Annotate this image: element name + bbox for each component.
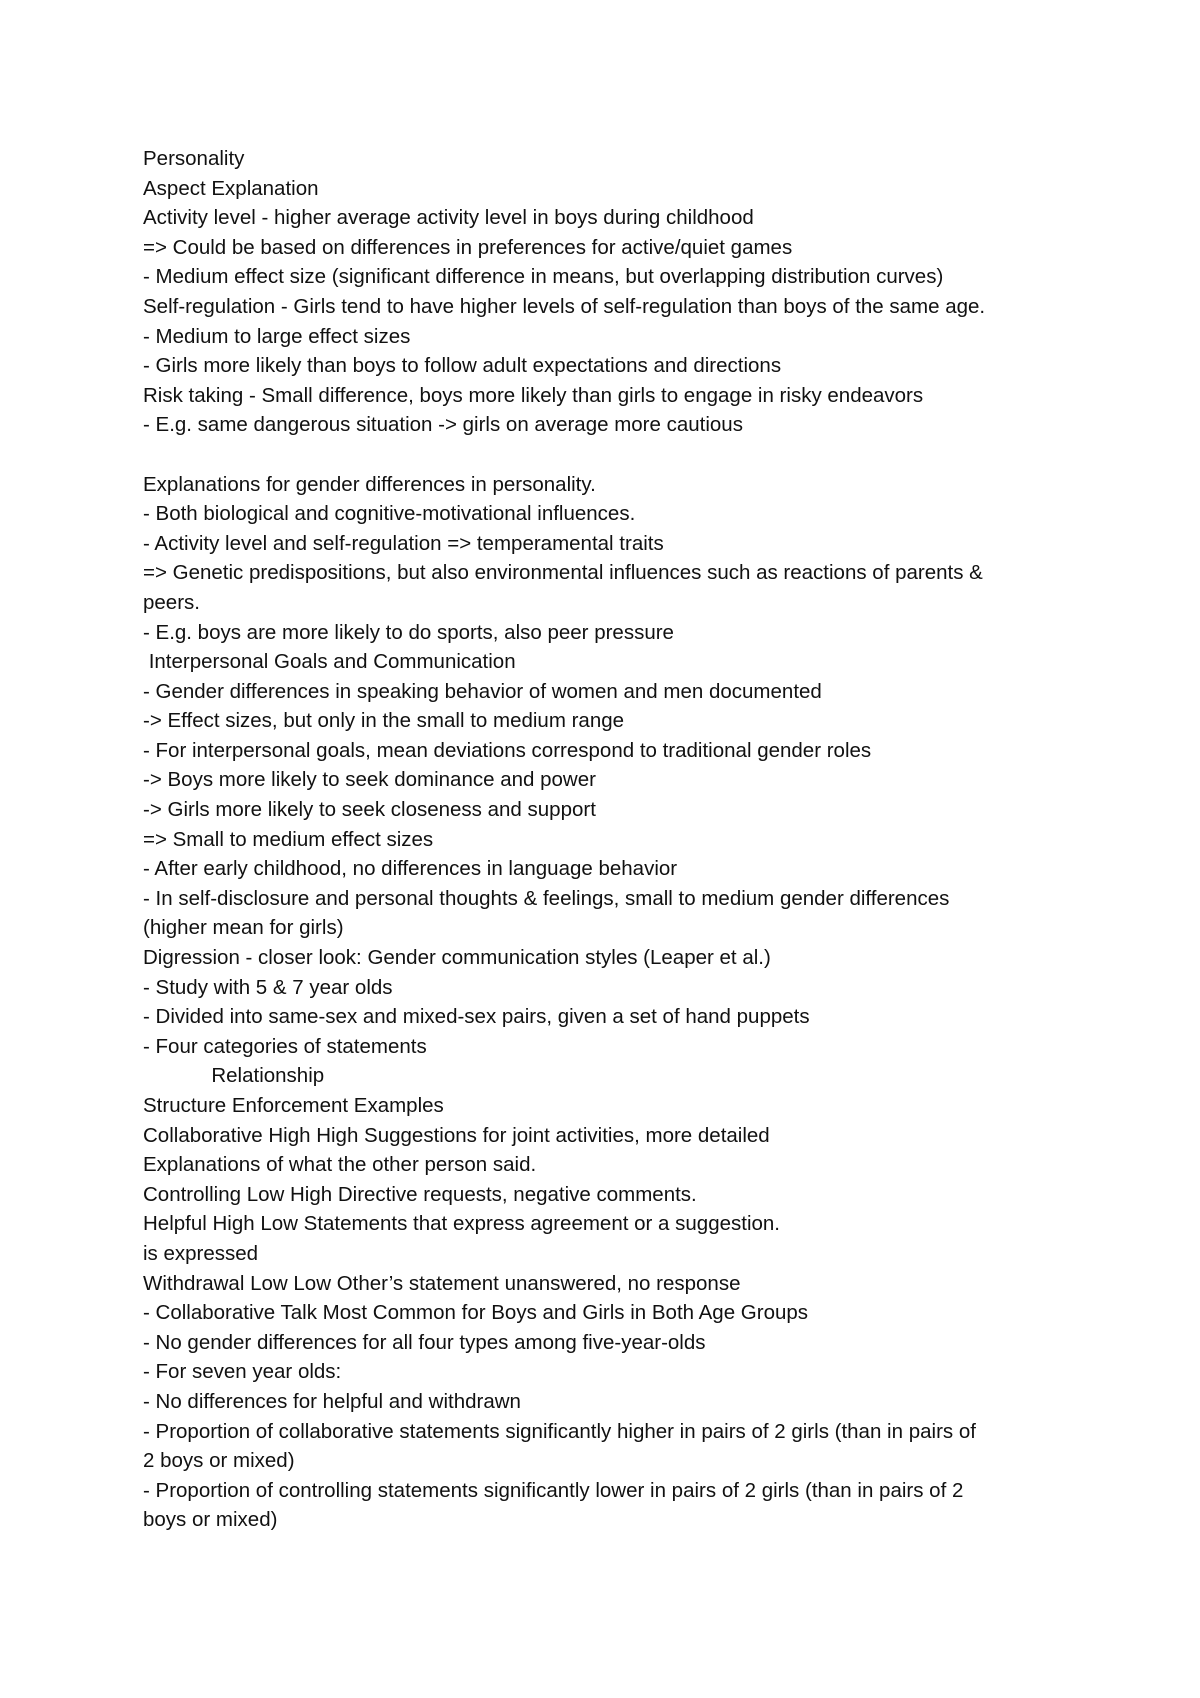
table-header: Structure Enforcement Examples [143, 1094, 444, 1117]
text-line: (higher mean for girls) [143, 916, 344, 940]
section-heading: Explanations for gender differences in personality. [143, 472, 596, 496]
text-line: - No gender differences for all four types among five-year-olds [143, 1330, 706, 1354]
text-line: Risk taking - Small difference, boys more likely than girls to engage in risky endeavors [143, 383, 924, 407]
text-line: -> Boys more likely to seek dominance and power [143, 768, 596, 792]
section-heading: Digression - closer look: Gender communication styles (Leaper et al.) [143, 946, 771, 970]
text-line: - Both biological and cognitive-motivational influences. [143, 502, 636, 526]
text-line: - Proportion of controlling statements significantly lower in pairs of 2 girls (than in pairs of 2 [143, 1478, 964, 1502]
text-line: peers. [143, 590, 200, 614]
text-line: - For interpersonal goals, mean deviations correspond to traditional gender roles [143, 738, 872, 762]
text-line: - E.g. boys are more likely to do sports, also peer pressure [143, 620, 674, 644]
document-text [143, 144, 1083, 1535]
text-line: - Activity level and self-regulation => temperamental traits [143, 531, 664, 555]
table-header: Relationship [143, 1064, 325, 1088]
text-line: - Girls more likely than boys to follow adult expectations and directions [143, 354, 782, 378]
text-line: - Study with 5 & 7 year olds [143, 975, 393, 999]
text-line: - For seven year olds: [143, 1360, 342, 1384]
text-line: - Medium to large effect sizes [143, 324, 411, 348]
table-header: Aspect Explanation [143, 176, 319, 200]
text-line: - Medium effect size (significant difference in means, but overlapping distribution curves) [143, 265, 944, 289]
text-line: => Small to medium effect sizes [143, 827, 434, 851]
blank-line [143, 440, 1083, 470]
text-line: Activity level - higher average activity level in boys during childhood [143, 206, 754, 230]
text-line: - In self-disclosure and personal thoughts & feelings, small to medium gender differences [143, 886, 950, 910]
table-row: Explanations of what the other person said. [143, 1153, 537, 1177]
text-line: - No differences for helpful and withdrawn [143, 1389, 521, 1413]
text-line: boys or mixed) [143, 1508, 278, 1532]
table-row: Helpful High Low Statements that express agreement or a suggestion. [143, 1212, 780, 1236]
text-line: Self-regulation - Girls tend to have higher levels of self-regulation than boys of the same age. [143, 294, 986, 318]
text-line: - Four categories of statements [143, 1034, 427, 1058]
section-heading: Interpersonal Goals and Communication [143, 650, 516, 674]
table-row: is expressed [143, 1241, 259, 1265]
table-row: Controlling Low High Directive requests, negative comments. [143, 1182, 697, 1206]
text-line: -> Girls more likely to seek closeness and support [143, 798, 596, 822]
text-line: - Collaborative Talk Most Common for Boys and Girls in Both Age Groups [143, 1301, 809, 1325]
text-line: - Proportion of collaborative statements significantly higher in pairs of 2 girls (than in pairs of [143, 1419, 976, 1443]
text-line: - E.g. same dangerous situation -> girls on average more cautious [143, 413, 743, 437]
table-row: Collaborative High High Suggestions for joint activities, more detailed [143, 1123, 770, 1147]
table-row: Withdrawal Low Low Other’s statement unanswered, no response [143, 1271, 741, 1295]
text-line: - Gender differences in speaking behavior of women and men documented [143, 679, 822, 703]
text-line: 2 boys or mixed) [143, 1449, 295, 1473]
doc-title: Personality [143, 147, 245, 170]
text-line: - After early childhood, no differences in language behavior [143, 857, 678, 881]
text-line: - Divided into same-sex and mixed-sex pairs, given a set of hand puppets [143, 1005, 810, 1029]
text-line: => Could be based on differences in preferences for active/quiet games [143, 235, 793, 259]
text-line: => Genetic predispositions, but also environmental influences such as reactions of parents & [143, 561, 983, 585]
text-line: -> Effect sizes, but only in the small to medium range [143, 709, 625, 733]
